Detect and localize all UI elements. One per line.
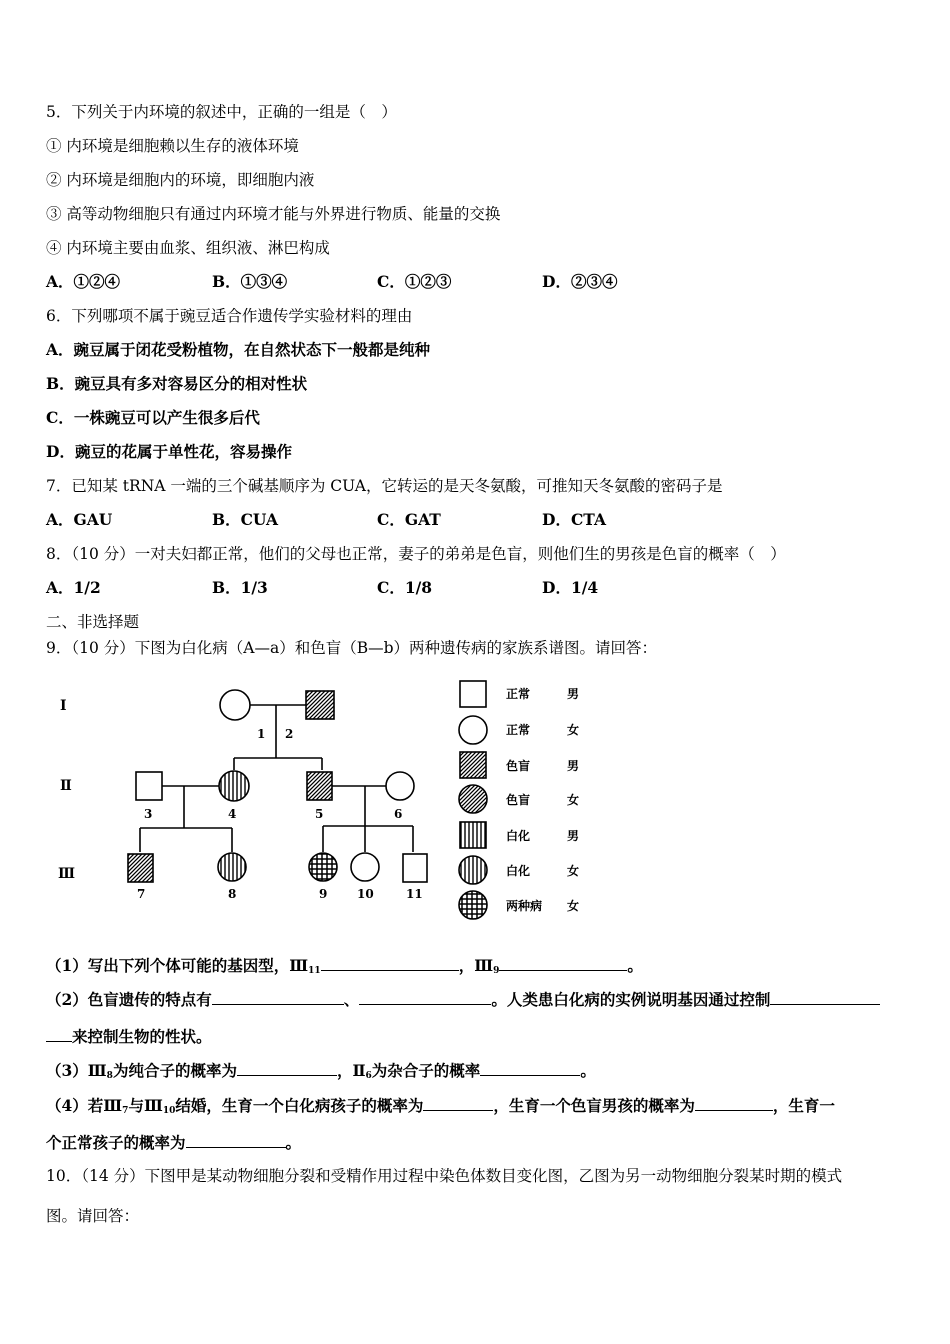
number-11: 11 [406, 887, 423, 901]
section-heading: 二、非选择题 [46, 613, 140, 631]
individual-4 [219, 771, 249, 801]
q9-part-3: $(3)Ⅲ_8$为纯合子的概率为 ，$Ⅱ_6$为杂合子的概率 。 [46, 1061, 596, 1081]
blank[interactable] [499, 955, 627, 971]
legend-sex-7: 女 [567, 899, 580, 913]
q7-stem: 7．已知某 tRNA 一端的三个碱基顺序为 CUA，它转运的是天冬氨酸，可推知天冬氨酸的密码子是 [46, 477, 723, 495]
individual-8 [218, 853, 246, 881]
number-5: 5 [315, 807, 324, 821]
individual-9 [309, 853, 337, 881]
q5-item-3: ③ 高等动物细胞只有通过内环境才能与外界进行物质、能量的交换 [46, 205, 501, 223]
blank[interactable] [321, 955, 459, 971]
q7-option-d: D．CTA [542, 510, 606, 529]
individual-10 [351, 853, 379, 881]
pedigree-legend [459, 681, 579, 919]
number-1: 1 [257, 727, 266, 741]
blank[interactable] [237, 1060, 337, 1076]
legend-label-4: 色盲 [506, 793, 531, 807]
generation-label-3: Ⅲ [58, 866, 76, 882]
number-10: 10 [357, 887, 374, 901]
legend-sex-1: 男 [567, 687, 580, 701]
number-2: 2 [285, 727, 294, 741]
q8-option-c: C．1/8 [377, 578, 433, 597]
q9-part-2: （2）色盲遗传的特点有 、 。人类患白化病的实例说明基因通过控制 [46, 989, 880, 1010]
blank[interactable] [186, 1132, 286, 1148]
blank[interactable] [359, 989, 491, 1005]
q5-stem: 5．下列关于内环境的叙述中，正确的一组是（ ） [46, 103, 397, 121]
q7-option-b: B．CUA [212, 510, 279, 529]
individual-numbers [137, 727, 423, 901]
q7-option-a: A．GAU [46, 510, 113, 529]
legend-label-1: 正常 [506, 687, 531, 701]
q8-option-a: A．1/2 [46, 578, 101, 597]
number-8: 8 [228, 887, 237, 901]
legend-label-2: 正常 [506, 723, 531, 737]
q8-option-d: D．1/4 [542, 578, 599, 597]
q9-part-2-cont: 来控制生物的性状。 [46, 1026, 212, 1047]
individual-2 [306, 691, 334, 719]
q8-option-b: B．1/3 [212, 578, 268, 597]
blank[interactable] [770, 989, 880, 1005]
individual-3 [136, 772, 162, 800]
q5-item-1: ① 内环境是细胞赖以生存的液体环境 [46, 137, 299, 155]
q5-item-4: ④ 内环境主要由血浆、组织液、淋巴构成 [46, 239, 330, 257]
number-6: 6 [394, 807, 403, 821]
q5-option-d: D．②③④ [542, 272, 618, 291]
individual-5 [307, 772, 332, 800]
pedigree-lines [140, 705, 413, 852]
legend-label-5: 白化 [506, 829, 531, 843]
q9-part-1: （1）写出下列个体可能的基因型，$Ⅲ_{11}$ ，$Ⅲ_9$ 。 [46, 956, 643, 976]
individual-1 [220, 690, 250, 720]
pedigree-chart [40, 672, 600, 932]
q9-stem: 9．（10 分）下图为白化病（A—a）和色盲（B—b）两种遗传病的家族系谱图。请回答： [46, 639, 658, 657]
q9-part-4-cont: 个正常孩子的概率为 。 [46, 1133, 302, 1152]
individual-11 [403, 854, 427, 882]
q6-option-a: A．豌豆属于闭花受粉植物，在自然状态下一般都是纯种 [46, 340, 431, 359]
legend-label-3: 色盲 [506, 759, 531, 773]
q6-option-d: D．豌豆的花属于单性花，容易操作 [46, 442, 292, 461]
q7-option-c: C．GAT [377, 510, 441, 529]
number-4: 4 [228, 807, 237, 821]
number-7: 7 [137, 887, 146, 901]
q6-option-c: C．一株豌豆可以产生很多后代 [46, 408, 260, 427]
generation-label-1: Ⅰ [60, 698, 67, 714]
legend-sex-5: 男 [567, 829, 580, 843]
number-9: 9 [319, 887, 328, 901]
blank[interactable] [46, 1026, 72, 1042]
blank[interactable] [212, 989, 344, 1005]
blank[interactable] [423, 1095, 493, 1111]
legend-label-6: 白化 [506, 864, 531, 878]
blank[interactable] [480, 1060, 580, 1076]
q6-stem: 6．下列哪项不属于豌豆适合作遗传学实验材料的理由 [46, 307, 413, 325]
q5-item-2: ② 内环境是细胞内的环境，即细胞内液 [46, 171, 315, 189]
generation-labels [58, 698, 75, 882]
legend-sex-6: 女 [567, 864, 580, 878]
q5-option-b: B．①③④ [212, 272, 288, 291]
generation-label-2: Ⅱ [60, 778, 72, 794]
q8-stem: 8．（10 分）一对夫妇都正常，他们的父母也正常，妻子的弟弟是色盲，则他们生的男孩是色盲的概率（ ） [46, 545, 786, 563]
legend-label-7: 两种病 [506, 899, 543, 913]
q9-part-4: （4）若$Ⅲ_7$与$Ⅲ_{10}$结婚，生育一个白化病孩子的概率为 ，生育一个色盲男孩的概率为 ，生育一 [46, 1096, 835, 1116]
individual-7 [128, 854, 153, 882]
legend-sex-4: 女 [567, 793, 580, 807]
number-3: 3 [144, 807, 153, 821]
q10-stem-line-1: 10．（14 分）下图甲是某动物细胞分裂和受精作用过程中染色体数目变化图，乙图为另一动物细胞分裂某时期的模式 [46, 1167, 843, 1185]
blank[interactable] [695, 1095, 773, 1111]
legend-sex-2: 女 [567, 723, 580, 737]
q5-option-a: A．①②④ [46, 272, 121, 291]
individual-6 [386, 772, 414, 800]
q10-stem-line-2: 图。请回答： [46, 1207, 140, 1225]
q5-option-c: C．①②③ [377, 272, 452, 291]
legend-sex-3: 男 [567, 759, 580, 773]
q6-option-b: B．豌豆具有多对容易区分的相对性状 [46, 374, 308, 393]
